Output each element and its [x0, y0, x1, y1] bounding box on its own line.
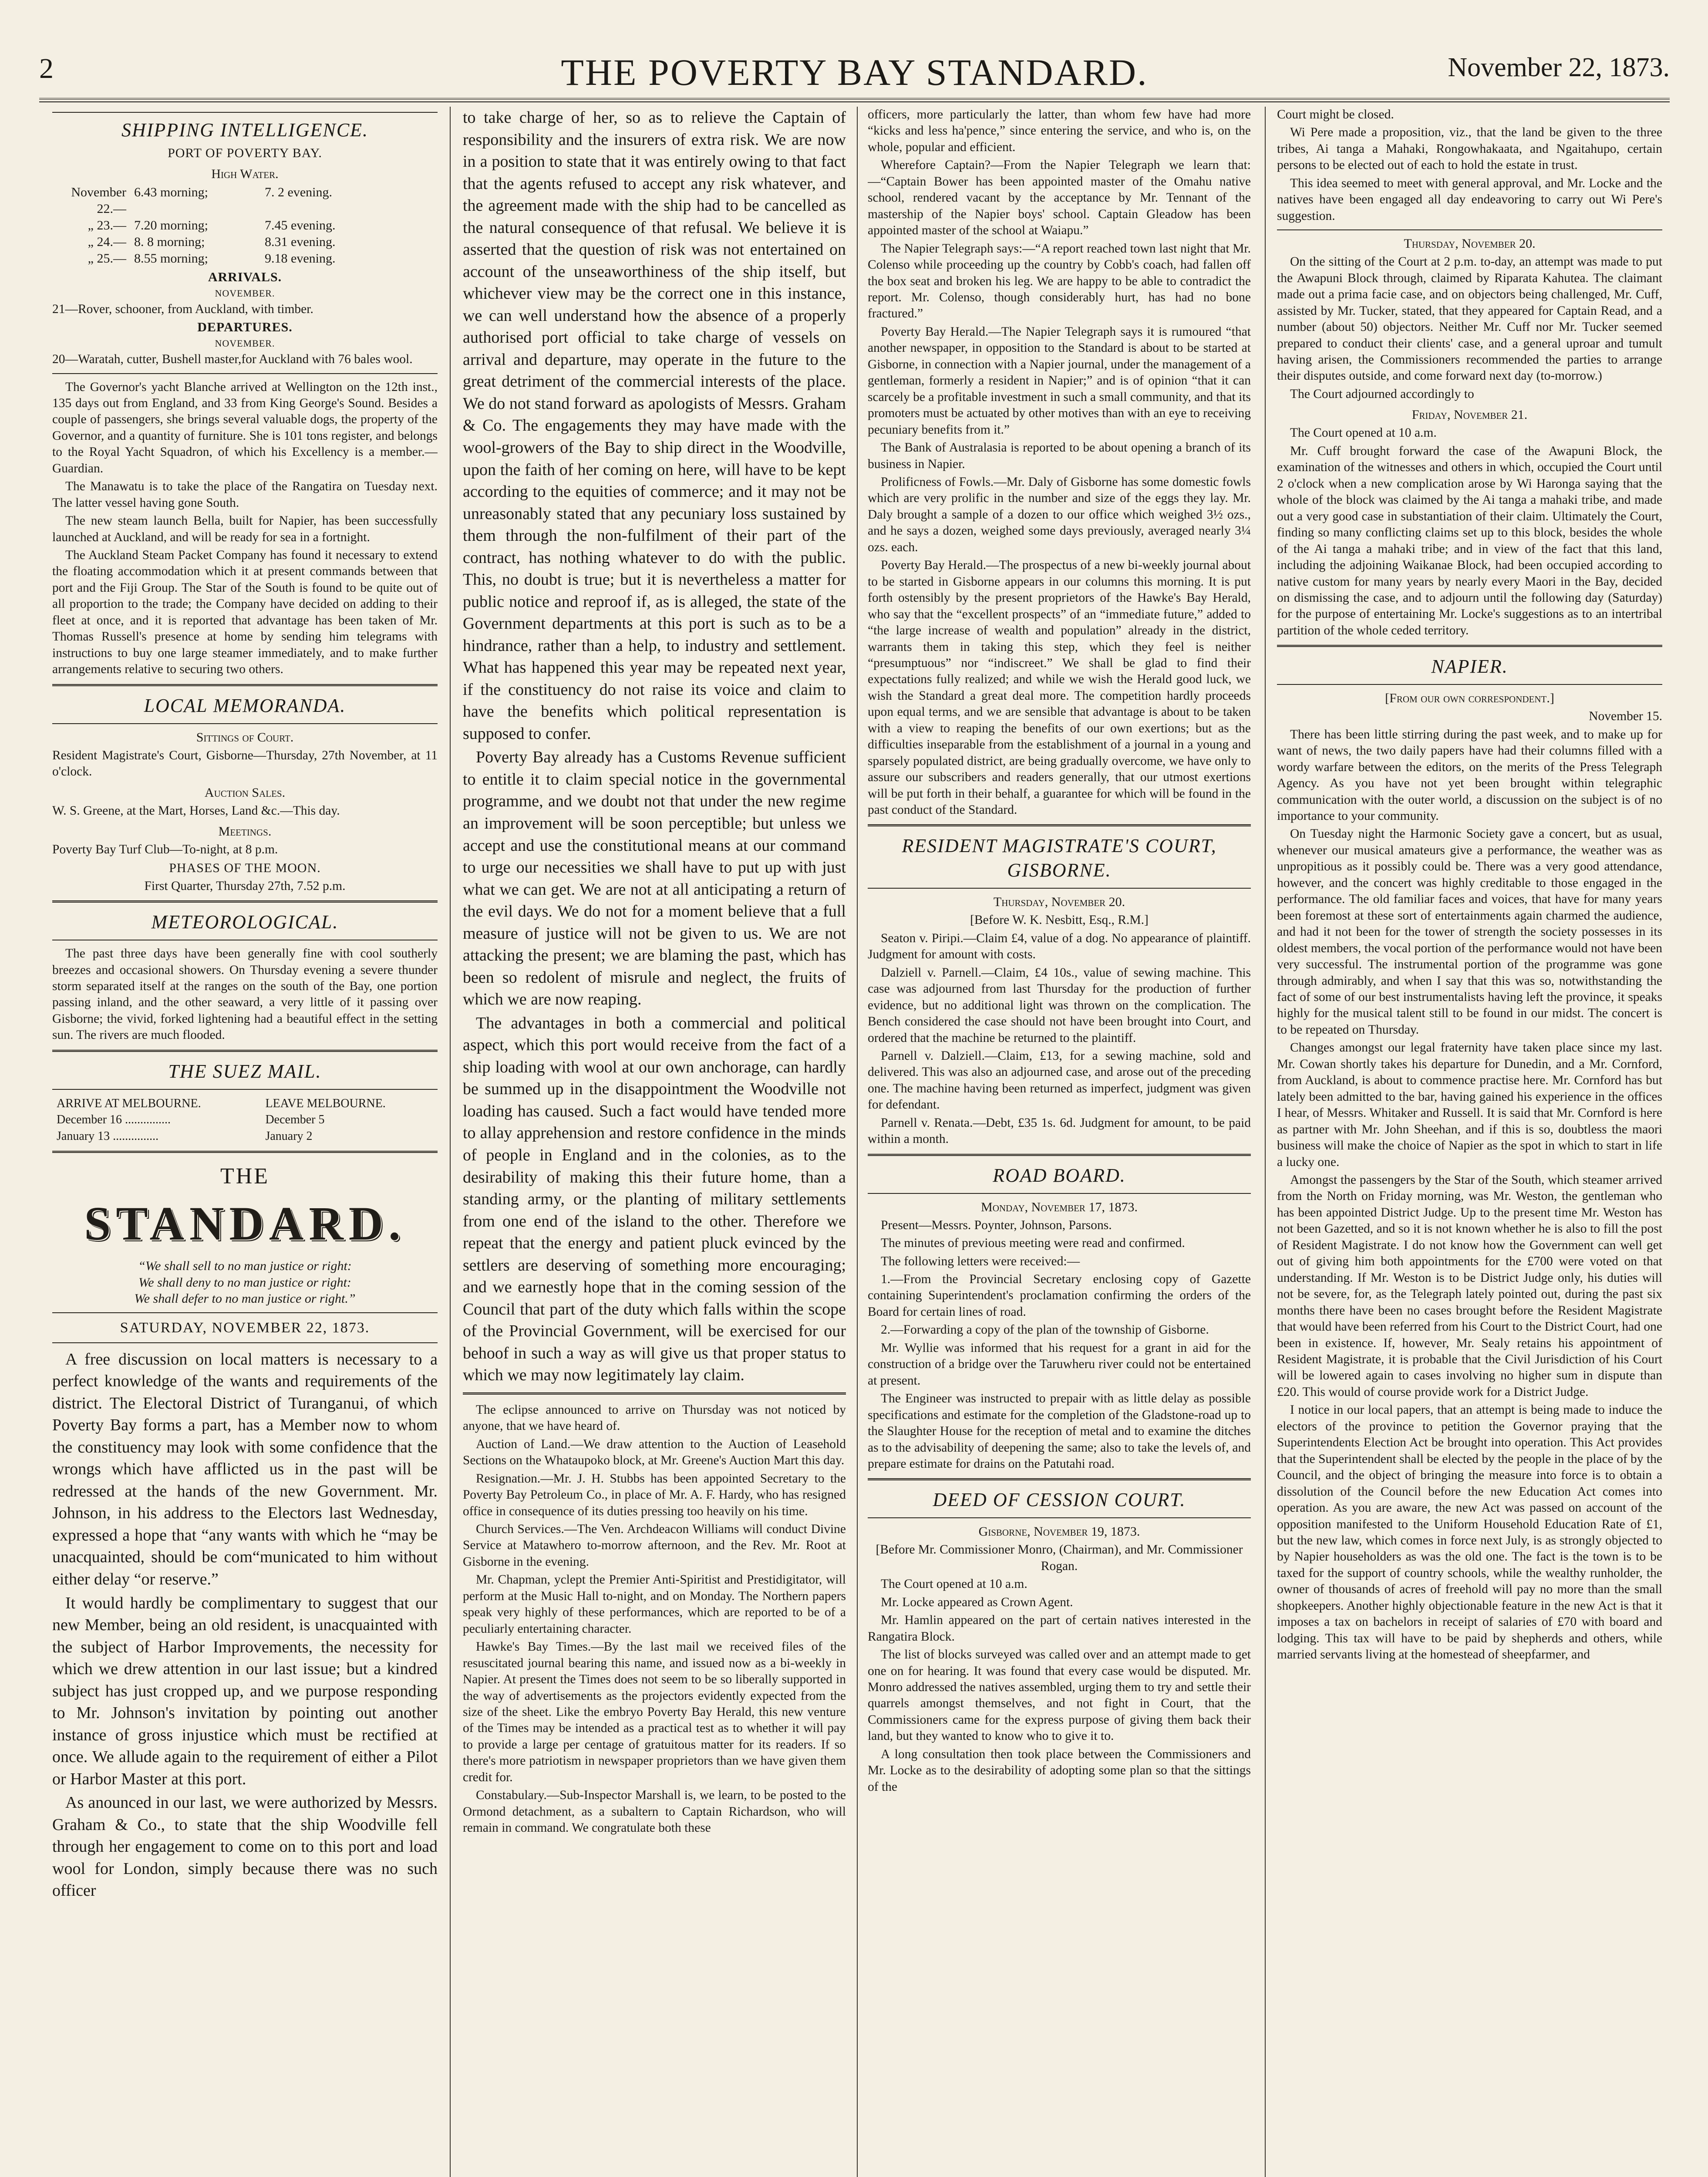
divider [1277, 684, 1662, 685]
road-board-heading: ROAD BOARD. [993, 1164, 1126, 1186]
departures-month: NOVEMBER. [215, 338, 275, 349]
divider [868, 1154, 1251, 1157]
thursday-heading: Thursday, November 20. [1404, 236, 1536, 251]
divider [52, 1342, 438, 1343]
deed-cession-item: The list of blocks surveyed was called over and an attempt made to get one on for hearing. It was found that every case would be disputed. Mr. Monro addressed the natives assembled, urging them to try and settle their quarrels amongst themselves, and not fight in Court, that the Commissioners came for the express purpose of giving them back their land, but they wanted to know who to give it to. [868, 1648, 1251, 1743]
news-item: Poverty Bay Herald.—The prospectus of a new bi-weekly journal about to be started in Gisborne appears in our columns this morning. It is put forth ostensibly by the present proprietors of the Hawke's Bay Herald, who say that the “excellent prospects” of an “immediate future,” added to “the large increase of wealth and population” already in the district, warrants them in taking this step, which they feel is neither “presumptuous” nor “indiscreet.” We shall be glad to find their expectations fully realized; and while we wish the Herald good luck, we wish the Standard a great deal more. The competition hardly proceeds upon equal terms, and we are sensible that advantage is about to be taken with a view to reaping the benefits of our own exertions; but as the difficulties inseparable from the establishment of a journal in a young and sparsely populated district, are being gradually overcome, we have only to assure our subscribers and readers generally, that our utmost exertions will be put forth in their behalf, a guarantee for which will be found in the past conduct of the Standard. [868, 558, 1251, 817]
napier-heading: NAPIER. [1431, 656, 1508, 677]
news-item: Resignation.—Mr. J. H. Stubbs has been appointed Secretary to the Poverty Bay Petroleum Co., in place of Mr. A. F. Hardy, who has resigned office in consequence of its duties pressing too heavily on his time. [463, 1471, 846, 1518]
column-2 [463, 107, 846, 2177]
local-memoranda-heading: LOCAL MEMORANDA. [144, 694, 346, 716]
divider [52, 900, 438, 904]
meteorological-text: The past three days have been generally fine with cool southerly breezes and occasional showers. On Thursday evening a severe thunder storm separated itself at the ranges on the south of the Bay, one portion passing inland, and the other seaward, a very little of it passing over Gisborne; the vivid, forked lightening had a beautiful effect in the setting sun. The rivers are much flooded. [52, 947, 438, 1042]
deed-cession-item: Mr. Hamlin appeared on the part of certain natives interested in the Rangatira Block. [868, 1613, 1251, 1644]
high-water-heading: High Water. [211, 166, 279, 181]
news-item: Mr. Chapman, yclept the Premier Anti-Spiritist and Prestidigitator, will perform at the Music Hall to-night, and on Monday. The Northern papers speak very highly of these performances, which are reported to be of a peculiarly entertaining character. [463, 1573, 846, 1636]
divider [52, 1151, 438, 1154]
auction-text: W. S. Greene, at the Mart, Horses, Land &c.—This day. [52, 803, 340, 818]
suez-cell: December 5 [265, 1113, 325, 1127]
standard-the: THE [220, 1164, 270, 1189]
deed-cession-item: The Court opened at 10 a.m. [1290, 426, 1437, 440]
moon-text: First Quarter, Thursday 27th, 7.52 p.m. [144, 879, 346, 893]
shipping-heading: SHIPPING INTELLIGENCE. [121, 119, 369, 141]
deed-cession-heading: DEED OF CESSION COURT. [933, 1489, 1186, 1511]
divider [868, 888, 1251, 889]
napier-paragraph: On Tuesday night the Harmonic Society gave a concert, but as usual, whenever our musical amateurs give a performance, the weather was as unpropitious as it possibly could be. There was a very good attendance, however, and the concert was highly creditable to those engaged in the performance. The old familiar faces and voices, that have for many years been foremost at these sort of entertainments again charmed the audience, and had it not been for the tower of strength the society possesses in its oldest members, the vocal portion of the performance would not have been very successful. The instrumental portion of the programme was gone through admirably, and when I say that this was so, notwithstanding the fact of some of our best instrumentalists having left the province, it speaks highly for the musical talent still to be found in our midst. The concert is to be repeated on Thursday. [1277, 827, 1662, 1037]
arrivals-month: NOVEMBER. [215, 287, 275, 299]
news-item: Constabulary.—Sub-Inspector Marshall is, we learn, to be posted to the Ormond detachment, as a subaltern to Captain Richardson, who will remain in command. We congratulate both these [463, 1788, 846, 1835]
divider [463, 1392, 846, 1396]
shipping-paragraph: The Auckland Steam Packet Company has found it necessary to extend the floating accommodation which it at present commands between that port and the Fiji Group. The Star of the South is found to be quite out of all proportion to the trade; the Company have decided on adding to their fleet at once, and it is reported that advantage has been taken of Mr. Thomas Russell's presence at home by sending him telegrams with instructions to buy one large steamer immediately, and to make further arrangements relative to securing two others. [52, 548, 438, 677]
sittings-text: Resident Magistrate's Court, Gisborne—Thursday, 27th November, at 11 o'clock. [52, 748, 438, 779]
news-item: The Bank of Australasia is reported to be about opening a branch of its business in Napier. [868, 441, 1251, 471]
editorial-paragraph: A free discussion on local matters is necessary to a perfect knowledge of the wants and requirements of the district. The Electoral District of Turanganui, of which Poverty Bay forms a part, has a Member now to whom the constituency may look with some confidence that the wrongs which have afflicted us in the past will be redressed at the hands of the new Government. Mr. Johnson, in his address to the Electors last Wednesday, expressed a hope that “any wants with which he “may be unacquainted, should be com“municated to him without either delay “or reserve.” [52, 1350, 438, 1588]
tide-table [52, 184, 438, 267]
news-item: Poverty Bay Herald.—The Napier Telegraph says it is rumoured “that another newspaper, in opposition to the Standard is about to be started at Gisborne, in connection with a Napier journal, under the management of a gentleman, formerly a resident in Napier;” and is of opinion “that it can scarcely be a profitable investment in such a small community, and that its promoters must be actuated by other motives than with an eye to receiving pecuniary benefits from it.” [868, 324, 1251, 437]
suez-cell: December 16 ............... [57, 1113, 171, 1127]
column-3 [868, 107, 1251, 2177]
napier-paragraph: I notice in our local papers, that an attempt is being made to induce the electors of the province to petition the Governor praying that the Superintendents Election Act be brought into operation. This Act provides that the Superintendent shall be elected by the people in the place of by the Council, and the object of bringing the measure into force is to obtain a dissolution of the Council before the new Education Act comes into operation. As you are aware, the new Act was passed on account of the opposition manifested to the Uniform Household Education Rate of £1, but the new law, which comes in force next July, is as strongly objected to by Napier householders as was the old one. The fact is the town is to be taxed for the support of country schools, while the wealthy runholder, the owner of thousands of acres of freehold will pay no more than the small shopkeepers. Another highly objectionable feature in the new Act is that it imposes a tax on bachelors in receipt of salaries of £70 with board and lodging. This tax will have to be paid by shepherds and others, while married servants living at the homestead of sheepfarmer, and [1277, 1403, 1662, 1662]
napier-correspondent: [From our own correspondent.] [1385, 691, 1554, 706]
suez-mail-heading: THE SUEZ MAIL. [168, 1060, 322, 1082]
suez-header: LEAVE MELBOURNE. [265, 1096, 386, 1110]
port-heading: PORT OF POVERTY BAY. [168, 145, 322, 160]
motto-line: “We shall sell to no man justice or right: [138, 1259, 352, 1273]
sittings-heading: Sittings of Court. [196, 730, 294, 745]
road-board-item: The minutes of previous meeting were read and confirmed. [881, 1236, 1185, 1250]
divider [52, 112, 438, 113]
road-board-item: Present—Messrs. Poynter, Johnson, Parsons. [881, 1218, 1112, 1232]
editorial-paragraph: Poverty Bay already has a Customs Revenue sufficient to entitle it to claim special notice in the governmental programme, and we doubt not that under the new regime an improvement will be soon perceptible; but unless we accept and use the constitutional means at our command to urge our necessities we shall have to put up with just what we can get. We are not at all anticipating a return of the evil days. We do not for a moment believe that a full measure of justice will not be given to us. We are not attacking the present; we are blaming the past, which has been so redolent of misrule and neglect, the fruits of which we are now reaping. [463, 748, 846, 1009]
divider [52, 1050, 438, 1053]
deed-cession-item: Mr. Locke appeared as Crown Agent. [881, 1595, 1073, 1609]
arrivals-heading: ARRIVALS. [208, 270, 282, 284]
news-item: The eclipse announced to arrive on Thursday was not noticed by anyone, that we have heard of. [463, 1402, 846, 1433]
news-item: The Napier Telegraph says:—“A report reached town last night that Mr. Colenso while proceeding up the country by Cobb's coach, had fallen off the box seat and broken his leg. We are happy to be able to contradict the report. Mr. Colenso, though considerably hurt, has had no bone fractured.” [868, 241, 1251, 321]
divider [868, 1517, 1251, 1518]
editorial-paragraph: The advantages in both a commercial and political aspect, which this port would receive from the fact of a ship loading with wool at our own anchorage, can hardly be summed up in the disappointment the Woodville not loading has caused. Such a fact would have tended more to allay apprehension and restore confidence in the minds of people in England and in the colonies, as to the desirability of making this their future home, than a standing army, or the planting of military settlements from one end of the island to the other. Therefore we repeat that the energy and patient pluck evinced by the settlers are deserving of something more encouraging; and we earnestly hope that in the coming session of the Council that part of the duty which falls within the scope of the Provincial Government, will be exercised for our behoof in such a way as will give us that proper status to which we may now legitimately lay claim. [463, 1014, 846, 1385]
deed-cession-before: [Before Mr. Commissioner Monro, (Chairman), and Mr. Commissioner Rogan. [876, 1543, 1243, 1573]
divider [52, 723, 438, 724]
shipping-paragraph: The Governor's yacht Blanche arrived at Wellington on the 12th inst., 135 days out from England, and 33 from King George's Sound. Besides a couple of passengers, she brings several valuable dogs, the property of the Governor, and a quantity of furniture. She is 101 tons register, and belongs to the Royal Yacht Squadron, of which his Excellency is a member.—Guardian. [52, 380, 438, 475]
shipping-paragraph: The new steam launch Bella, built for Napier, has been successfully launched at Auckland, and will be ready for sea in a fortnight. [52, 514, 438, 544]
page-number: 2 [39, 53, 54, 84]
news-item: Church Services.—The Ven. Archdeacon Williams will conduct Divine Service at Matawhero to-morrow afternoon, and the Rev. Mr. Root at Gisborne in the evening. [463, 1522, 846, 1569]
deed-cession-item: Mr. Cuff brought forward the case of the Awapuni Block, the examination of the witnesses and others in which, occupied the Court until 2 o'clock when a new complication arose by Wi Haronga saying that the whole of the block was claimed by the Ai tanga a mahaki tribe, and made out a very good case in substantiation of their claim. Ultimately the Court, finding so many conflicting claims set up to this block, besides the whole of the Ai tanga a mahaki tribe; and in view of the fact that this land, including the adjoining Waikanae Block, had been occupied according to native custom for many years by nearly every Maori in the Bay, decided on dismissing the case, and to adjourn until the following day (Saturday) for the purpose of entertaining Mr. Locke's suggestions as to an intertribal partition of the whole ceded territory. [1277, 444, 1662, 637]
divider [868, 1193, 1251, 1194]
deed-cession-item: The Court opened at 10 a.m. [881, 1577, 1027, 1591]
motto-line: We shall deny to no man justice or right: [138, 1275, 351, 1290]
moon-heading: PHASES OF THE MOON. [169, 860, 321, 875]
road-board-item: Mr. Wyllie was informed that his request for a grant in aid for the construction of a bridge over the Taruwheru river could not be entertained at present. [868, 1341, 1251, 1388]
deed-cession-item: This idea seemed to meet with general approval, and Mr. Locke and the natives have been engaged all day endeavoring to carry out Wi Pere's suggestion. [1277, 176, 1662, 223]
motto-line: We shall defer to no man justice or right.” [134, 1291, 356, 1306]
meetings-heading: Meetings. [218, 824, 272, 839]
rm-court-before: [Before W. K. Nesbitt, Esq., R.M.] [970, 913, 1149, 927]
column-divider [450, 107, 451, 2177]
standard-nameplate: STANDARD. [84, 1197, 406, 1250]
suez-cell: January 2 [265, 1129, 313, 1143]
auction-heading: Auction Sales. [204, 785, 286, 800]
deed-cession-item: Court might be closed. [1277, 108, 1394, 121]
divider [1277, 645, 1662, 648]
deed-cession-item: A long consultation then took place between the Commissioners and Mr. Locke as to the desirability of adopting some plan so that the sittings of the [868, 1747, 1251, 1794]
road-board-date: Monday, November 17, 1873. [981, 1200, 1138, 1214]
deed-cession-date: Gisborne, November 19, 1873. [978, 1524, 1140, 1539]
divider [868, 824, 1251, 828]
divider [52, 1312, 438, 1313]
tide-row: November 22.— 6.43 morning; 7. 2 evening. [71, 185, 332, 216]
news-item: Prolificness of Fowls.—Mr. Daly of Gisborne has some domestic fowls which are very prolific in the number and size of the eggs they lay. Mr. Daly brought a sample of a dozen to our office which weighed 3½ ozs., and he says a dozen, weighed some days previously, averaged nearly 3¼ ozs. each. [868, 475, 1251, 554]
court-case: Seaton v. Piripi.—Claim £4, value of a dog. No appearance of plaintiff. Judgment for amount with costs. [868, 931, 1251, 962]
divider [52, 1089, 438, 1090]
rm-court-date: Thursday, November 20. [993, 895, 1125, 910]
road-board-item: 2.—Forwarding a copy of the plan of the township of Gisborne. [881, 1323, 1209, 1337]
deed-cession-item: Wi Pere made a proposition, viz., that the land be given to the three tribes, Ai tanga a Mahaki, Rongowhakaata, and Ngaitahupo, certain persons to be elected out of each to hold the estate in trust. [1277, 125, 1662, 172]
column-1 [52, 107, 438, 2177]
editorial-paragraph: to take charge of her, so as to relieve the Captain of responsibility and the insurers of extra risk. We are now in a position to state that it was entirely owing to that fact that the agents refused to accept any risk whatever, and the agreement made with the ship had to be cancelled as the natural consequence of that refusal. We believe it is asserted that the question of risk was not entertained on account of the unseaworthiness of the ship itself, but whichever view may be the correct one in this instance, we can well understand how the absence of a properly authorised port official to take charge of vessels on arrival and departure, may operate in the future to the great detriment of the commercial interests of the place. We do not stand forward as apologists of Messrs. Graham & Co. The engagements they may have made with the wool-growers of the Bay to ship direct in the Woodville, upon the faith of her coming on here, will have to be kept according to the equities of commerce; and it may not be unreasonably stated that any pecuniary loss sustained by them through the non-fulfilment of their part of the contract, has nothing whatever to do with the public. This, no doubt is true; but it is nevertheless a matter for public notice and reproof if, as is alleged, the state of the Government departments at this port is such as to be a hindrance, rather than a help, to industry and settlement. What has happened this year may be repeated next year, if the constituency do not raise its voice and claim to have the benefits which political representation is supposed to confer. [463, 108, 846, 743]
editorial-paragraph: It would hardly be complimentary to suggest that our new Member, being an old resident, is unacquainted with the subject of Harbor Improvements, the necessity for which we drew attention in our last issue; but a kindred subject has just cropped up, and we purpose responding to Mr. Johnson's invitation by pointing out another instance of gross injustice which must be rectified at once. We allude again to the requirement of either a Pilot or Harbor Master at this port. [52, 1594, 438, 1788]
column-4 [1277, 107, 1662, 2177]
court-case: Parnell v. Renata.—Debt, £35 1s. 6d. Judgment for amount, to be paid within a month. [868, 1115, 1251, 1146]
suez-mail-table [52, 1095, 438, 1145]
meetings-text: Poverty Bay Turf Club—To-night, at 8 p.m. [52, 842, 278, 857]
tide-row: „ 23.— 7.20 morning; 7.45 evening. [88, 218, 336, 233]
departure-entry: 20—Waratah, cutter, Bushell master,for Auckland with 76 bales wool. [52, 352, 413, 367]
court-case: Dalziell v. Parnell.—Claim, £4 10s., value of sewing machine. This case was adjourned from last Thursday for the production of further evidence, but no additional light was thrown on the complication. The Bench considered the case should not have been brought into Court, and ordered that the machine be returned to the plaintiff. [868, 965, 1251, 1045]
departures-heading: DEPARTURES. [197, 320, 293, 335]
suez-cell: January 13 ............... [57, 1129, 159, 1143]
meteorological-heading: METEOROLOGICAL. [151, 911, 339, 933]
masthead [39, 51, 1670, 93]
divider [1277, 229, 1662, 230]
column-divider [1265, 107, 1266, 2177]
rm-court-heading: RESIDENT MAGISTRATE'S COURT, GISBORNE. [902, 835, 1217, 881]
editorial-paragraph: As anounced in our last, we were authorized by Messrs. Graham & Co., to state that the ship Woodville fell through her engagement to come on to this port and load wool for London, simply because there was no such officer [52, 1793, 438, 1900]
deed-cession-item: The Court adjourned accordingly to [1290, 387, 1474, 401]
arrival-entry: 21—Rover, schooner, from Auckland, with timber. [52, 302, 313, 316]
napier-paragraph: Amongst the passengers by the Star of the South, which steamer arrived from the North on Friday morning, was Mr. Weston, the gentleman who has been appointed District Judge. Up to the present time Mr. Weston has not been Gazetted, and so it is not known whether he is also to fill the post of Resident Magistrate. I do not know how the Government can well get out of giving him both appointments for the £700 were voted on that understanding. If Mr. Weston is to be District Judge only, his duties will not be severe, for, as the Telegraph lately pointed out, during the past six months there have been no cases brought before the Resident Magistrate that would have been referred from his Court to the District Court, had one been in existence. If, however, Mr. Sealy retains his appointment of Resident Magistrate, it is probable that the Civil Jurisdiction of his Court will be lowered again to cases involving no higher sum in dispute than £20. This would of course provide work for a District Judge. [1277, 1173, 1662, 1399]
napier-paragraph: There has been little stirring during the past week, and to make up for want of news, the two daily papers have had their columns filled with a wordy warfare between the editors, on the merits of the Press Telegraph Agency. As you have not yet been brought within telegraphic communication with the outer world, a discussion on the subject is of no importance to your community. [1277, 727, 1662, 823]
editorial-dateline: SATURDAY, NOVEMBER 22, 1873. [120, 1319, 370, 1336]
road-board-item: 1.—From the Provincial Secretary enclosing copy of Gazette containing Superintendent's proclamation confirming the orders of the Board for certain lines of road. [868, 1272, 1251, 1319]
divider [52, 373, 438, 374]
tide-row: „ 25.— 8.55 morning; 9.18 evening. [88, 251, 336, 266]
suez-header: ARRIVE AT MELBOURNE. [57, 1096, 201, 1110]
napier-paragraph: Changes amongst our legal fraternity have taken place since my last. Mr. Cowan shortly takes his departure for Dunedin, and a Mr. Cornford, from Auckland, is about to commence practise here. Mr. Cornford has but lately been admitted to the bar, having gained his experience in the offices I hear, of Messrs. Whitaker and Russell. It is said that Mr. Cornford is here as partner with Mr. John Sheehan, and if this is so, doubtless the maori business will make the choice of Napier as the spot in which to start in life a lucky one. [1277, 1041, 1662, 1169]
news-item: Hawke's Bay Times.—By the last mail we received files of the resuscitated journal bearing this name, and issued now as a bi-weekly in Napier. At present the Times does not seem to be so liberally supported in the way of advertisements as the projectors evidently expected from the size of the sheet. Like the embryo Poverty Bay Herald, this new venture of the Times may be intended as a practical test as to whether it will pay to provide a large per centage of gratuitous matter for its readers. If so there's more patriotism in newspaper proprietors than we have given them credit for. [463, 1640, 846, 1784]
masthead-rule [39, 98, 1670, 102]
court-case: Parnell v. Dalziell.—Claim, £13, for a sewing machine, sold and delivered. This was also an adjourned case, and arose out of the preceding one. The machine having been returned as imperfect, judgment was given for defendant. [868, 1048, 1251, 1112]
divider [52, 684, 438, 687]
deed-cession-item: On the sitting of the Court at 2 p.m. to-day, an attempt was made to put the Awapuni Block through, claimed by Riparata Kahutea. The claimant made out a prima facie case, and on objectors being challenged, Mr. Cuff, assisted by Mr. Tucker, stated, that they appeared for Captain Read, and a number (about 50) objectors. Neither Mr. Cuff nor Mr. Tucker seemed prepared to conduct their clients' case, and a general uproar and tumult having arisen, the Commissioners recommended the parties to arrange their disputes outside, and come forward next day (to-morrow.) [1277, 255, 1662, 383]
news-item: Wherefore Captain?—From the Napier Telegraph we learn that:—“Captain Bower has been appointed master of the Omahu native school, rendered vacant by the acceptance by Mr. Tennant of the mastership of the Napier boys' school. Captain Gleadow has been appointed master of the school at Waiapu.” [868, 158, 1251, 238]
divider [868, 1478, 1251, 1482]
road-board-item: The Engineer was instructed to prepair with as little delay as possible specifications and estimate for the completion of the Gladstone-road up to the Slaughter House for the reception of metal and to examine the ditches as to the advisability of deepening the same; also to take the levels of, and prepare estimate for drains on the Patutahi road. [868, 1392, 1251, 1471]
issue-date: November 22, 1873. [1448, 53, 1670, 82]
news-item: Auction of Land.—We draw attention to the Auction of Leasehold Sections on the Whataupoko block, at Mr. Greene's Auction Mart this day. [463, 1437, 846, 1468]
friday-heading: Friday, November 21. [1412, 408, 1528, 422]
road-board-item: The following letters were received:— [881, 1254, 1080, 1268]
newspaper-title: THE POVERTY BAY STANDARD. [561, 51, 1148, 93]
news-item: officers, more particularly the latter, than whom few have had more “kicks and less ha'pence,” since entering the service, and who is, on the whole, popular and efficient. [868, 108, 1251, 154]
napier-date: November 15. [1589, 709, 1662, 724]
shipping-paragraph: The Manawatu is to take the place of the Rangatira on Tuesday next. The latter vessel having gone South. [52, 479, 438, 510]
tide-row: „ 24.— 8. 8 morning; 8.31 evening. [88, 235, 336, 249]
column-divider [857, 107, 858, 2177]
